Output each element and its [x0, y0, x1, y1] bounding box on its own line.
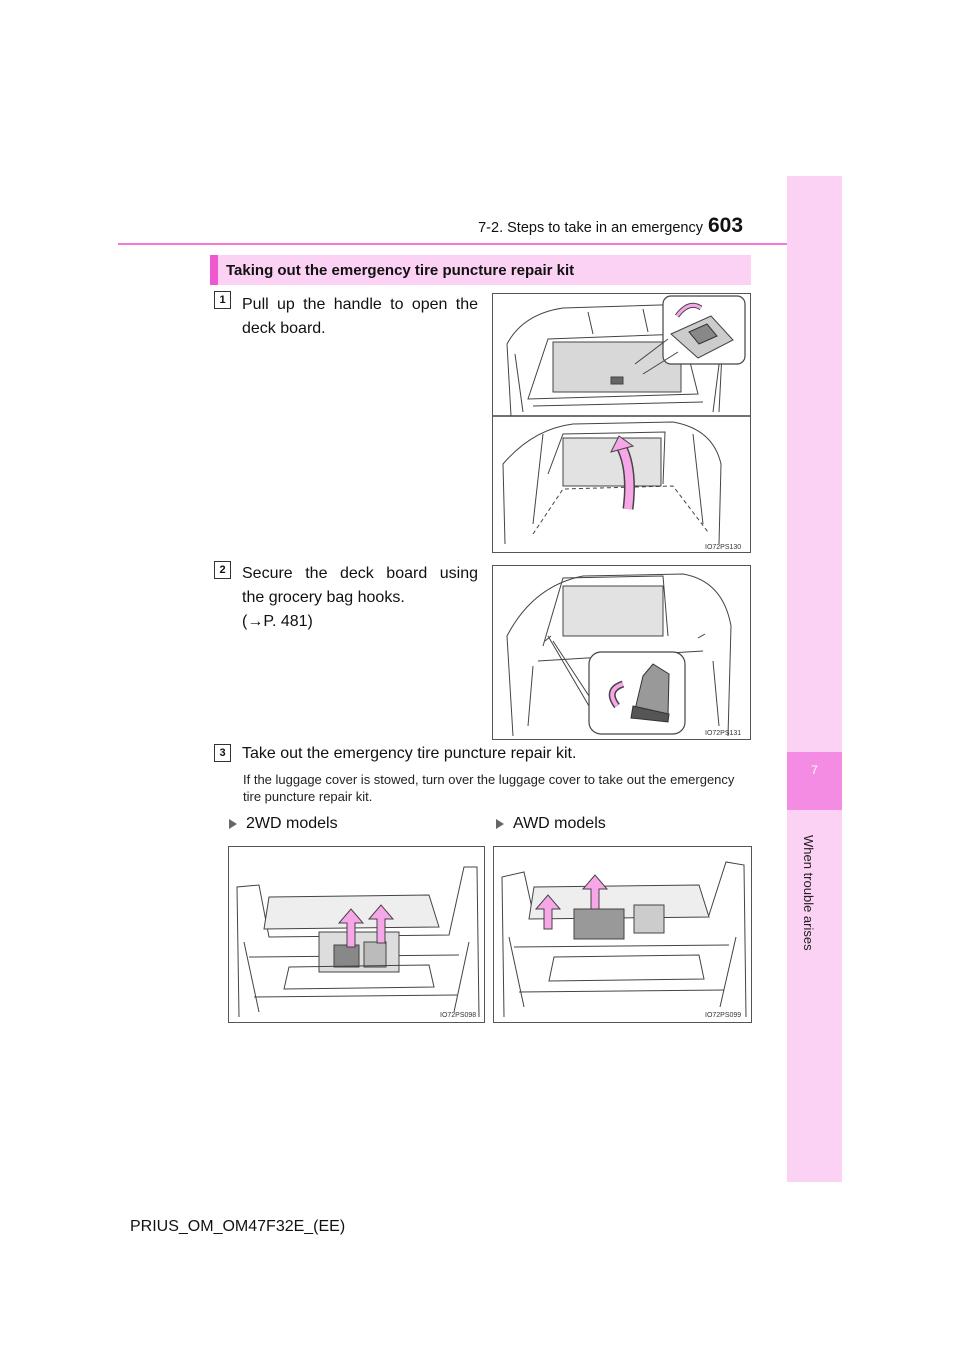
- page-number: 603: [708, 214, 744, 237]
- step-2-text: Secure the deck board using the grocery bag hooks. (→P. 481): [242, 565, 478, 630]
- figure-open-deck-board: [492, 293, 751, 553]
- step-1-text: Pull up the handle to open the deck board.: [242, 296, 478, 337]
- illustration-awd-luggage: [494, 847, 751, 1022]
- step-number-2: 2: [214, 561, 231, 579]
- figure-secure-deck-board: [492, 565, 751, 740]
- section-breadcrumb: 7-2. Steps to take in an emergency: [478, 220, 703, 236]
- section-header-accent: [210, 255, 218, 285]
- chapter-title: When trouble arises: [801, 835, 816, 951]
- model-label-awd: AWD models: [496, 815, 606, 833]
- step-3-note: If the luggage cover is stowed, turn over the luggage cover to take out the emergency tire puncture repair kit.: [243, 772, 735, 804]
- figure-awd-kit: [493, 846, 752, 1023]
- illustration-deck-board: [493, 294, 750, 552]
- figure-code: IO72PS130: [705, 544, 742, 551]
- section-title: Taking out the emergency tire puncture repair kit: [226, 262, 575, 279]
- bullet-triangle-icon: [229, 819, 237, 829]
- illustration-grocery-hooks: [493, 566, 750, 739]
- header-rule: [118, 243, 842, 245]
- figure-2wd-kit: [228, 846, 485, 1023]
- illustration-2wd-luggage: [229, 847, 484, 1022]
- document-footer: PRIUS_OM_OM47F32E_(EE): [130, 1218, 346, 1235]
- figure-code: IO72PS099: [705, 1012, 742, 1019]
- figure-code: IO72PS131: [705, 730, 742, 737]
- chapter-number-tab: [787, 752, 842, 810]
- figure-code: IO72PS098: [440, 1012, 477, 1019]
- bullet-triangle-icon: [496, 819, 504, 829]
- step-3-text: Take out the emergency tire puncture repair kit.: [242, 745, 577, 762]
- model-label-2wd: 2WD models: [229, 815, 338, 833]
- step-number-3: 3: [214, 744, 231, 762]
- step-number-1: 1: [214, 291, 231, 309]
- chapter-number: 7: [811, 763, 818, 777]
- chapter-side-tab: [787, 176, 842, 1182]
